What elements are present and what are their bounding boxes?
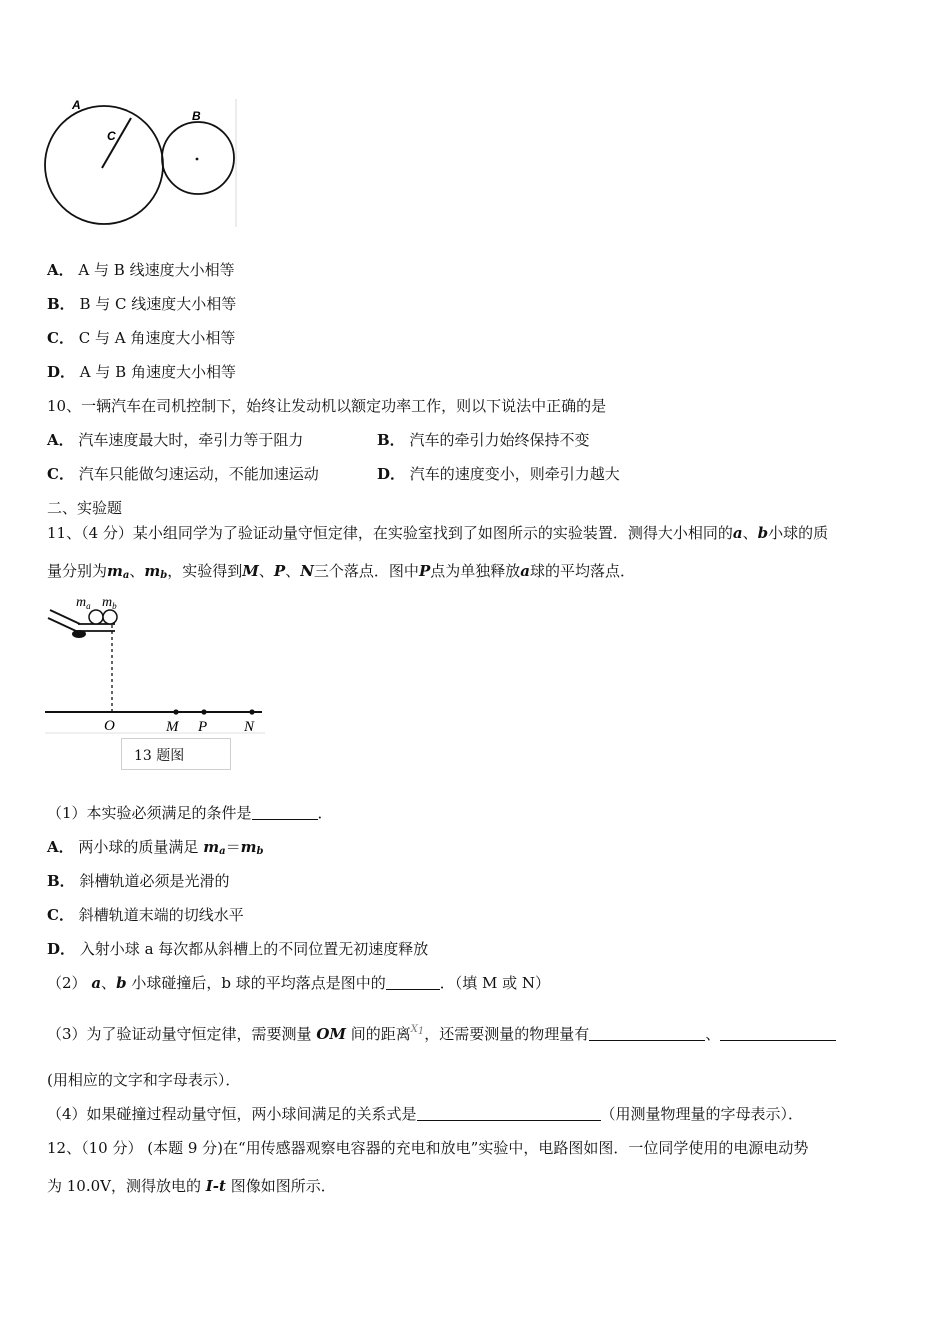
collision-apparatus-figure (40, 590, 270, 740)
answer-blank-4[interactable] (417, 1106, 601, 1121)
q12-stem-line2: 为 10.0V，测得放电的 I-t 图像如图所示． (47, 1177, 336, 1195)
label-b: B (192, 109, 201, 123)
q11-sub1-option-d: D． 入射小球 a 每次都从斜槽上的不同位置无初速度释放 (47, 940, 429, 958)
gears-figure (40, 95, 245, 235)
q10-option-b: B． 汽车的牵引力始终保持不变 (377, 431, 590, 449)
q11-sub3-line2: (用相应的文字和字母表示）． (47, 1071, 241, 1089)
answer-blank-1[interactable] (252, 805, 318, 820)
q10-option-c: C． 汽车只能做匀速运动，不能加速运动 (47, 465, 319, 483)
q12-stem-line1: 12、（10 分） (本题 9 分)在“用传感器观察电容器的充电和放电”实验中，电路图如图．一位同学使用的电源电动势 (47, 1139, 809, 1157)
section-heading: 二、实验题 (47, 499, 123, 517)
q9-option-b: B． B 与 C 线速度大小相等 (47, 295, 237, 313)
answer-blank-3b[interactable] (720, 1026, 836, 1041)
label-m: M (166, 719, 179, 735)
label-mb: $m_b$ (102, 595, 117, 611)
wheel-b (162, 122, 234, 194)
q11-sub2: （2） a、b 小球碰撞后，b 球的平均落点是图中的 ．（填 M 或 N） (47, 974, 550, 992)
label-ma: $m_a$ (76, 595, 91, 611)
radius-c (102, 118, 131, 168)
figure-caption-box (121, 738, 231, 770)
answer-blank-3a[interactable] (589, 1026, 705, 1041)
wheel-b-center (196, 158, 199, 161)
q11-sub1-option-c: C． 斜槽轨道末端的切线水平 (47, 906, 244, 924)
q9-option-a: A． A 与 B 线速度大小相等 (47, 261, 235, 279)
clamp-block (72, 630, 86, 638)
label-a: A (72, 98, 81, 112)
q11-sub4: （4）如果碰撞过程动量守恒，两小球间满足的关系式是 （用测量物理量的字母表示）． (47, 1105, 804, 1123)
point-n (249, 709, 254, 714)
figure-caption: 13 题图 (134, 748, 185, 764)
q11-sub1: （1）本实验必须满足的条件是 ． (47, 804, 333, 822)
q10-option-d: D． 汽车的速度变小，则牵引力越大 (377, 465, 620, 483)
label-c: C (107, 129, 116, 143)
q9-option-d: D． A 与 B 角速度大小相等 (47, 363, 236, 381)
label-p: P (198, 719, 208, 735)
label-o: O (104, 718, 115, 734)
q11-sub1-option-b: B． 斜槽轨道必须是光滑的 (47, 872, 230, 890)
q11-stem-line1: 11、（4 分）某小组同学为了验证动量守恒定律，在实验室找到了如图所示的实验装置．测得大小相同的a、b小球的质 (47, 524, 829, 542)
point-p (201, 709, 206, 714)
q11-sub3: （3）为了验证动量守恒定律，需要测量 OM 间的距离$^{X_1}$，还需要测量的物理量有 、 (47, 1020, 836, 1044)
ball-a (89, 610, 103, 624)
q11-stem-line2: 量分别为$m_a$、$m_b$，实验得到M、P、N三个落点．图中P点为单独释放a球的平均落点． (47, 562, 635, 581)
answer-blank-2[interactable] (386, 975, 440, 990)
point-m (173, 709, 178, 714)
q9-option-c: C． C 与 A 角速度大小相等 (47, 329, 236, 347)
q10-option-a: A． 汽车速度最大时，牵引力等于阻力 (47, 431, 304, 449)
q11-sub1-option-a: A． 两小球的质量满足 $m_a=m_b$ (47, 838, 264, 857)
label-n: N (244, 719, 255, 735)
q10-stem: 10、一辆汽车在司机控制下，始终让发动机以额定功率工作，则以下说法中正确的是 (47, 397, 607, 415)
ball-b (103, 610, 117, 624)
